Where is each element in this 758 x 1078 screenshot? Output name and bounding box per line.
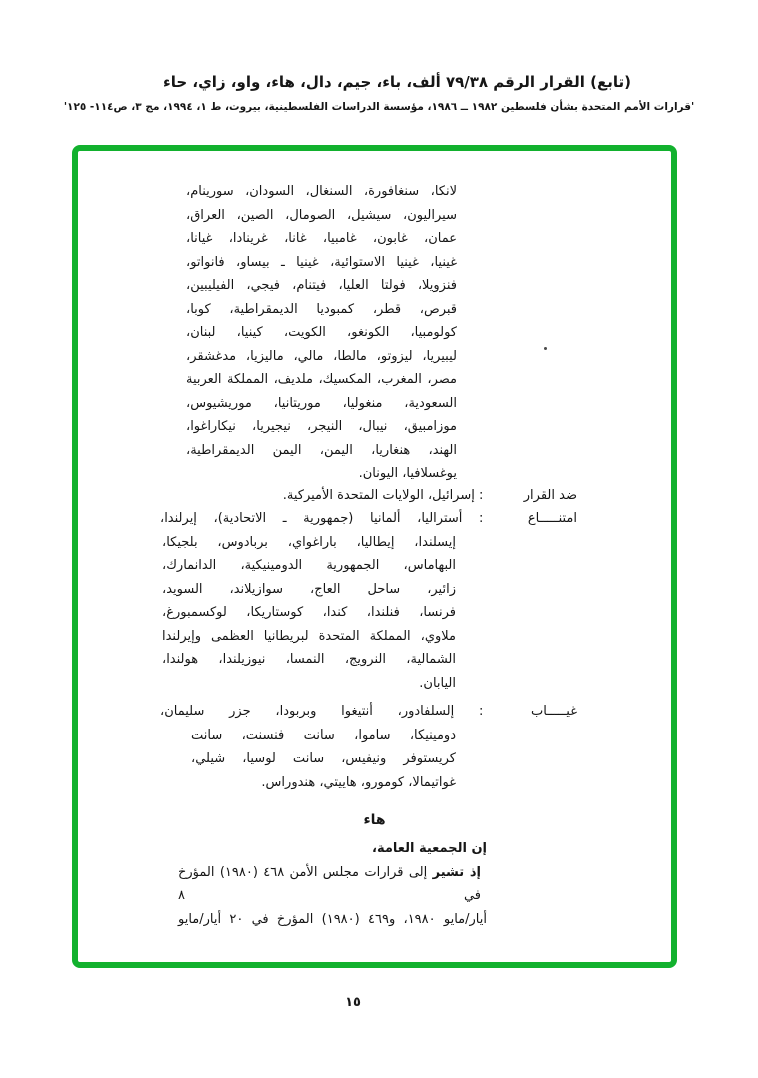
country-list-line: قبرص، قطر، كمبوديا الديمقراطية، كوبا،: [186, 301, 457, 317]
country-list-line: البهاماس، الجمهورية الدومينيكية، الدانمارك،: [162, 558, 456, 573]
source-citation: 'قرارات الأمم المتحدة بشأن فلسطين ١٩٨٢ ــ ١٩٨٦، مؤسسة الدراسات الفلسطينية، بيروت، ط ١، ١٩٩٤، مج ٣، ص١١٤- ١٢٥': [63, 101, 695, 113]
vote-label-abstain: امتنـــــاع: [527, 511, 577, 526]
country-list-line: إيسلندا، إيطاليا، باراغواي، بربادوس، بلجيكا،: [162, 534, 456, 550]
vote-label-wrap: [479, 700, 577, 724]
country-list-line: دومينيكا، ساموا، سانت فنسنت، سانت: [191, 727, 456, 743]
country-list-line: غينيا، غينيا الاستوائية، غينيا ـ بيساو، فانواتو،: [186, 254, 457, 270]
country-list-line: مصر، المغرب، المكسيك، ملديف، المملكة العربية: [186, 372, 457, 387]
country-list-line: الشمالية، النرويج، النمسا، نيوزيلندا، هولندا،: [162, 652, 456, 667]
country-list-line: غواتيمالا، كومورو، هاييتي، هندوراس.: [261, 774, 456, 790]
vote-label-against: ضد القرار: [523, 488, 577, 503]
page-number: ١٥: [345, 995, 361, 1010]
country-list-line: لانكا، سنغافورة، السنغال، السودان، سورينام،: [186, 184, 457, 199]
vote-section-absent: [160, 700, 577, 794]
country-list-line: كريستوفر ونيفيس، سانت لوسيا، شيلي،: [191, 751, 456, 766]
vote-against-countries: إسرائيل، الولايات المتحدة الأميركية.: [282, 488, 475, 503]
country-list-line: السعودية، منغوليا، موريتانيا، موريشيوس،: [186, 395, 457, 411]
country-list-line: فرنسا، فنلندا، كندا، كوستاريكا، لوكسمبورغ،: [162, 605, 456, 620]
document-title: (تابع) القرار الرقم ٧٩/٣٨ ألف، باء، جيم، دال، هاء، واو، زاي، حاء: [163, 73, 631, 91]
country-list-line: كولومبيا، الكونغو، الكويت، كينيا، لبنان،: [186, 325, 457, 340]
vote-label-wrap: [479, 484, 577, 508]
country-list-line: يوغسلافيا، اليونان.: [358, 466, 457, 481]
country-list-line: سيراليون، سيشيل، الصومال، الصين، العراق،: [186, 207, 457, 223]
vote-abstain-country-list: [162, 531, 456, 696]
assembly-lead-line: إن الجمعية العامة،: [372, 841, 487, 856]
vote-section-against: [160, 484, 577, 508]
country-list-line: الهند، هنغاريا، اليمن، اليمن الديمقراطية،: [186, 442, 457, 458]
vote-label-absent: غيـــــاب: [531, 704, 577, 719]
vote-line-absent: [160, 700, 577, 724]
vote-label-wrap: [479, 507, 577, 531]
vote-line-against: [160, 484, 577, 508]
country-list-line: فنزويلا، فولتا العليا، فيتنام، فيجي، الفيليبين،: [186, 278, 457, 293]
paragraph-line-2-rest: إلى قرارات مجلس الأمن ٤٦٨ (١٩٨٠) المؤرخ في ٨: [178, 864, 481, 903]
country-list-line: موزامبيق، نيبال، النيجر، نيجيريا، نيكاراغوا،: [186, 419, 457, 434]
vote-absent-country-list: [191, 724, 456, 795]
country-list-line: اليابان.: [419, 675, 456, 691]
vote-colon: :: [479, 488, 484, 503]
in-favour-country-list: [186, 180, 457, 486]
vote-colon: :: [479, 511, 484, 526]
vote-colon: :: [479, 704, 484, 719]
subsection-heading-ha: هاء: [363, 812, 386, 828]
scan-speck: [544, 347, 547, 350]
country-list-line: زائير، ساحل العاج، سوازيلاند، السويد،: [162, 581, 456, 597]
paragraph-line-3: أيار/مايو ١٩٨٠، و٤٦٩ (١٩٨٠) المؤرخ في ٢٠ أيار/مايو: [178, 911, 487, 927]
vote-section-abstain: [160, 507, 577, 695]
country-list-line: ملاوي، المملكة المتحدة لبريطانيا العظمى وإيرلندا: [162, 628, 456, 644]
country-list-line: عمان، غابون، غامبيا، غانا، غرينادا، غيانا،: [186, 231, 457, 246]
resolution-paragraph: [178, 837, 487, 931]
country-list-line: ليبيريا، ليزوتو، مالطا، مالي، ماليزيا، مدغشقر،: [186, 348, 457, 364]
vote-absent-countries-first: إلسلفادور، أنتيغوا وبربودا، جزر سليمان،: [160, 704, 455, 719]
vote-abstain-countries-first: أستراليا، ألمانيا (جمهورية ـ الاتحادية)، إيرلندا،: [160, 511, 463, 526]
recalling-bold-phrase: إذ تشير: [432, 864, 481, 880]
vote-line-abstain: [160, 507, 577, 531]
paragraph-line-2: [178, 861, 487, 908]
